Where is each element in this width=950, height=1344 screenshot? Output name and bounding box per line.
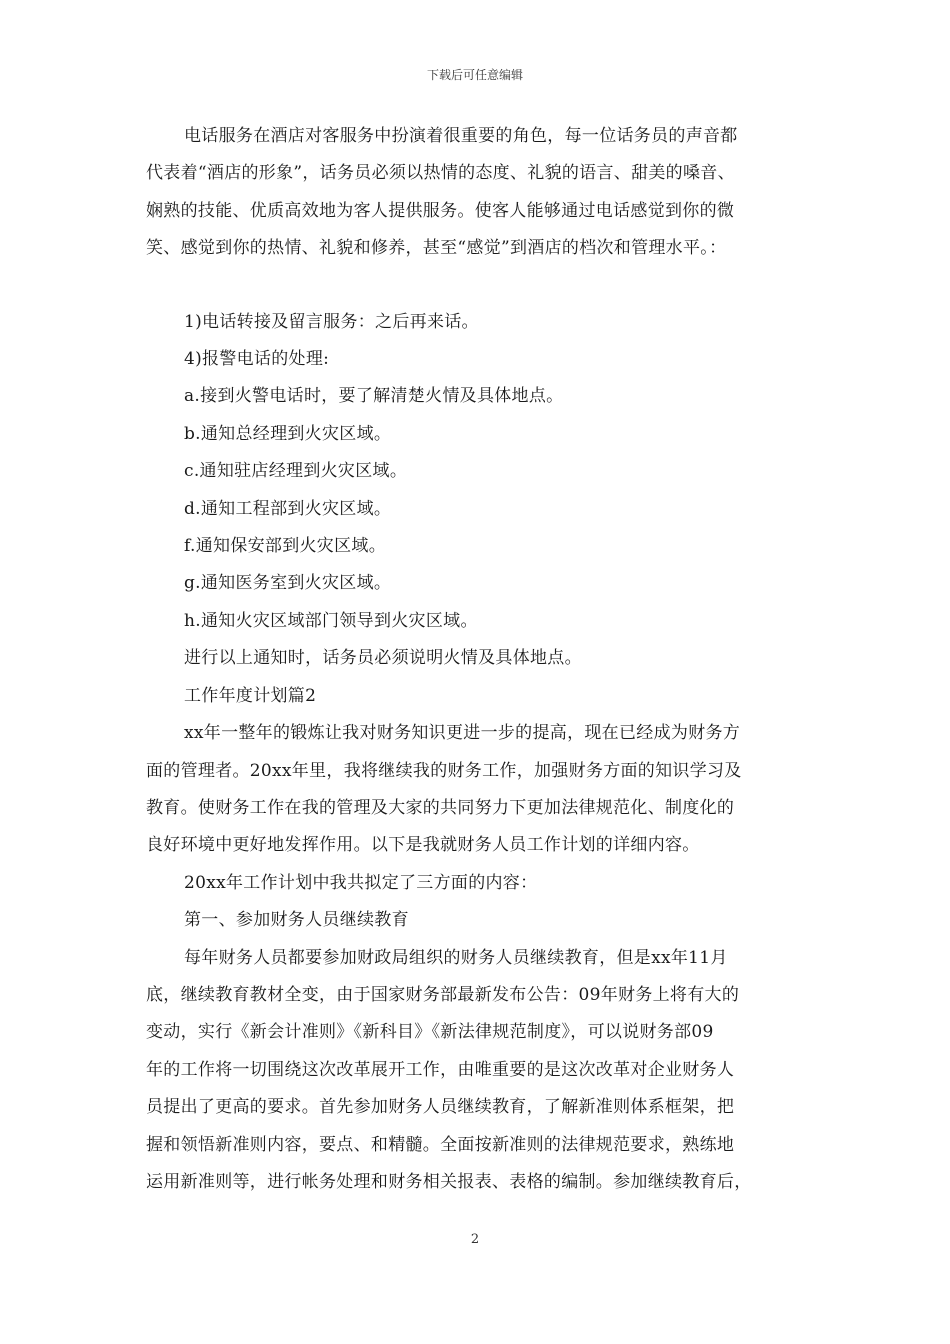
page-header: 下载后可任意编辑 [426,68,523,82]
paragraph-line: xx年一整年的锻炼让我对财务知识更进一步的提高，现在已经成为财务方 [184,723,741,744]
paragraph-gap [146,268,822,304]
paragraph-line: 员提出了更高的要求。首先参加财务人员继续教育，了解新准则体系框架，把 [146,1097,735,1118]
paragraph-line: 握和领悟新准则内容，要点、和精髓。全面按新准则的法律规范要求，熟练地 [146,1134,735,1155]
paragraph-line: 电话服务在酒店对客服务中扮演着很重要的角色，每一位话务员的声音都 [184,126,738,146]
paragraph-line: 4)报警电话的处理: [184,349,330,370]
paragraph-line: 教育。使财务工作在我的管理及大家的共同努力下更加法律规范化、制度化的 [146,797,735,818]
paragraph-line: 进行以上通知时，话务员必须说明火情及具体地点。 [184,648,582,669]
paragraph-line: g.通知医务室到火灾区域。 [184,573,392,594]
paragraph-line: a.接到火警电话时，要了解清楚火情及具体地点。 [184,386,564,407]
paragraph-line: c.通知驻店经理到火灾区域。 [184,461,408,482]
paragraph-line: f.通知保安部到火灾区域。 [184,536,386,557]
paragraph-line: 20xx年工作计划中我共拟定了三方面的内容： [184,872,538,893]
paragraph-line: 运用新准则等，进行帐务处理和财务相关报表、表格的编制。参加继续教育后， [146,1171,752,1192]
paragraph-line: 代表着“酒店的形象”，话务员必须以热情的态度、礼貌的语言、甜美的嗓音、 [146,163,735,184]
paragraph-line: 良好环境中更好地发挥作用。以下是我就财务人员工作计划的详细内容。 [146,835,700,856]
paragraph-line: 第一、参加财务人员继续教育 [184,910,409,931]
paragraph-line: 变动，实行《新会计准则》《新科目》《新法律规范制度》，可以说财务部09 [146,1022,714,1043]
paragraph-line: b.通知总经理到火灾区域。 [184,423,392,444]
paragraph-line: 底，继续教育教材全变，由于国家财务部最新发布公告：09年财务上将有大的 [146,984,740,1005]
paragraph-line: h.通知火灾区域部门领导到火灾区域。 [184,610,478,631]
paragraph-line: 每年财务人员都要参加财政局组织的财务人员继续教育，但是xx年11月 [184,947,728,968]
document-lines [146,304,822,1202]
document-body [146,118,822,1201]
paragraph-line: 娴熟的技能、优质高效地为客人提供服务。使客人能够通过电话感觉到你的微 [146,200,735,221]
page-number: 2 [470,1232,480,1247]
paragraph-line: 笑、感觉到你的热情、礼貌和修养，甚至“感觉”到酒店的档次和管理水平。： [146,238,727,259]
paragraph-line: 年的工作将一切围绕这次改革展开工作，由唯重要的是这次改革对企业财务人 [146,1059,735,1080]
paragraph-line: 面的管理者。20xx年里，我将继续我的财务工作，加强财务方面的知识学习及 [146,760,742,781]
paragraph-line: d.通知工程部到火灾区域。 [184,498,392,519]
paragraph-line: 1)电话转接及留言服务：之后再来话。 [184,311,479,332]
paragraph-line: 工作年度计划篇2 [184,685,317,706]
